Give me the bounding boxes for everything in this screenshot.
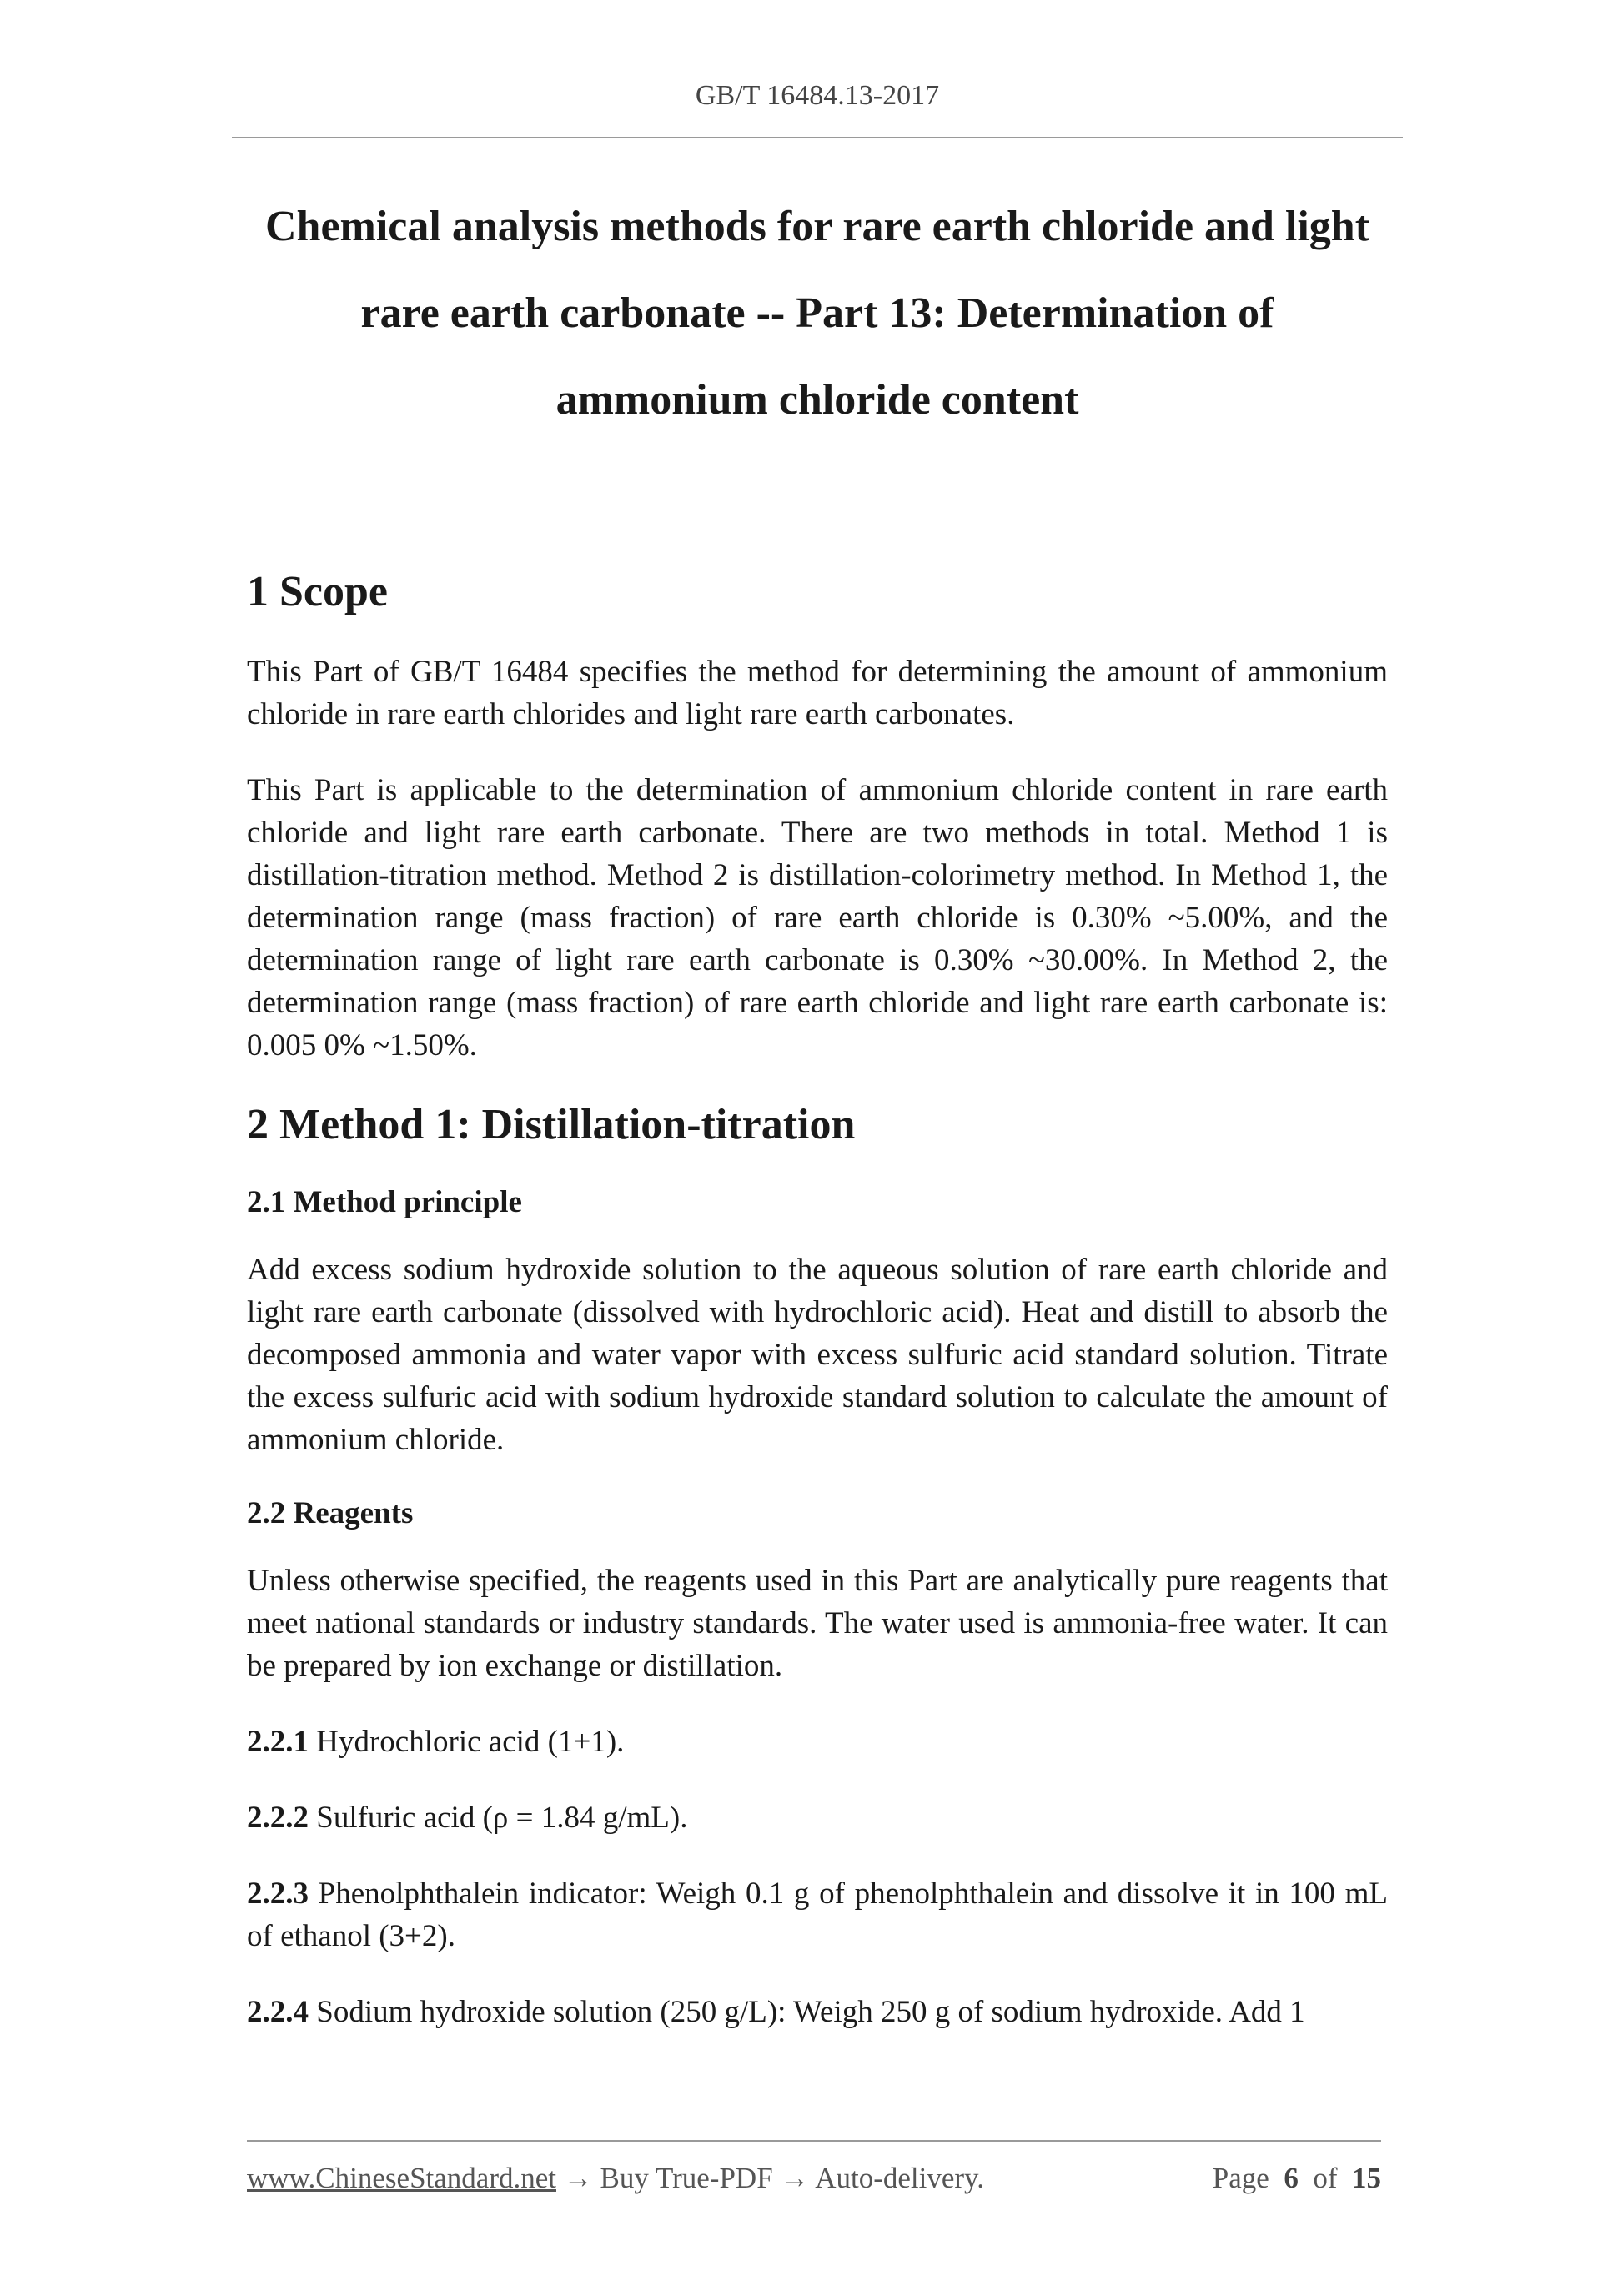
page-word: Page xyxy=(1212,2162,1269,2194)
title-line-2: rare earth carbonate -- Part 13: Determination of xyxy=(360,289,1274,337)
scope-paragraph-2: This Part is applicable to the determination of ammonium chloride content in rare earth chloride and light rare earth carbonate. There are two methods in total. Method 1 is distillation-titration method. Method 2 is distillation-colorimetry method. In Method 1, the determination range (mass fraction) of rare earth chloride is 0.30% ~5.00%, and the determination range of light rare earth carbonate is 0.30% ~30.00%. In Method 2, the determination range (mass fraction) of rare earth chloride and light rare earth carbonate is: 0.005 0% ~1.50%. xyxy=(247,773,1388,1063)
clause-number: 2.2.1 xyxy=(247,1725,309,1759)
footer-rule xyxy=(247,2140,1381,2142)
subsection-heading-principle: 2.1 Method principle xyxy=(247,1185,522,1219)
clause-text: Hydrochloric acid (1+1). xyxy=(309,1725,625,1759)
footer-promo xyxy=(247,2162,984,2195)
website-link[interactable]: www.ChineseStandard.net xyxy=(247,2162,556,2194)
clause-text: Phenolphthalein indicator: Weigh 0.1 g of phenolphthalein and dissolve it in 100 mL of ethanol (3+2). xyxy=(247,1876,1388,1953)
title-line-1: Chemical analysis methods for rare earth chloride and light xyxy=(264,203,1370,250)
header-rule xyxy=(232,137,1403,138)
clause-number: 2.2.3 xyxy=(247,1876,309,1911)
reagent-item xyxy=(247,1796,1388,1839)
page-number xyxy=(1213,2162,1381,2195)
clause-text: Sulfuric acid (ρ = 1.84 g/mL). xyxy=(309,1801,688,1835)
document-body xyxy=(247,567,1388,2033)
reagent-item xyxy=(247,1872,1388,1957)
reagents-paragraph: Unless otherwise specified, the reagents used in this Part are analytically pure reagents that meet national standards or industry standards. The water used is ammonia-free water. It can be prepared by ion exchange or distillation. xyxy=(247,1564,1388,1683)
clause-text: Sodium hydroxide solution (250 g/L): Weigh 250 g of sodium hydroxide. Add 1 xyxy=(309,1995,1305,2029)
section-heading-scope: 1 Scope xyxy=(247,568,388,615)
principle-paragraph: Add excess sodium hydroxide solution to the aqueous solution of rare earth chloride and light rare earth carbonate (dissolved with hydrochloric acid). Heat and distill to absorb the decomposed ammonia and water vapor with excess sulfuric acid standard solution. Titrate the excess sulfuric acid with sodium hydroxide standard solution to calculate the amount of ammonium chloride. xyxy=(247,1253,1388,1457)
clause-number: 2.2.2 xyxy=(247,1801,309,1835)
footer-promo-text: → Buy True-PDF → Auto-delivery. xyxy=(556,2162,985,2194)
scope-paragraph-1: This Part of GB/T 16484 specifies the method for determining the amount of ammonium chloride in rare earth chlorides and light rare earth carbonates. xyxy=(247,655,1388,731)
section-heading-method-1: 2 Method 1: Distillation-titration xyxy=(247,1101,856,1148)
subsection-heading-reagents: 2.2 Reagents xyxy=(247,1496,414,1530)
reagent-item xyxy=(247,1991,1388,2033)
of-word: of xyxy=(1313,2162,1338,2194)
reagent-item xyxy=(247,1721,1388,1763)
clause-number: 2.2.4 xyxy=(247,1995,309,2029)
page-header: GB/T 16484.13-2017 xyxy=(695,80,940,111)
document-title xyxy=(232,183,1403,444)
current-page: 6 xyxy=(1284,2162,1299,2194)
title-line-3: ammonium chloride content xyxy=(555,376,1079,424)
total-pages: 15 xyxy=(1352,2162,1381,2194)
